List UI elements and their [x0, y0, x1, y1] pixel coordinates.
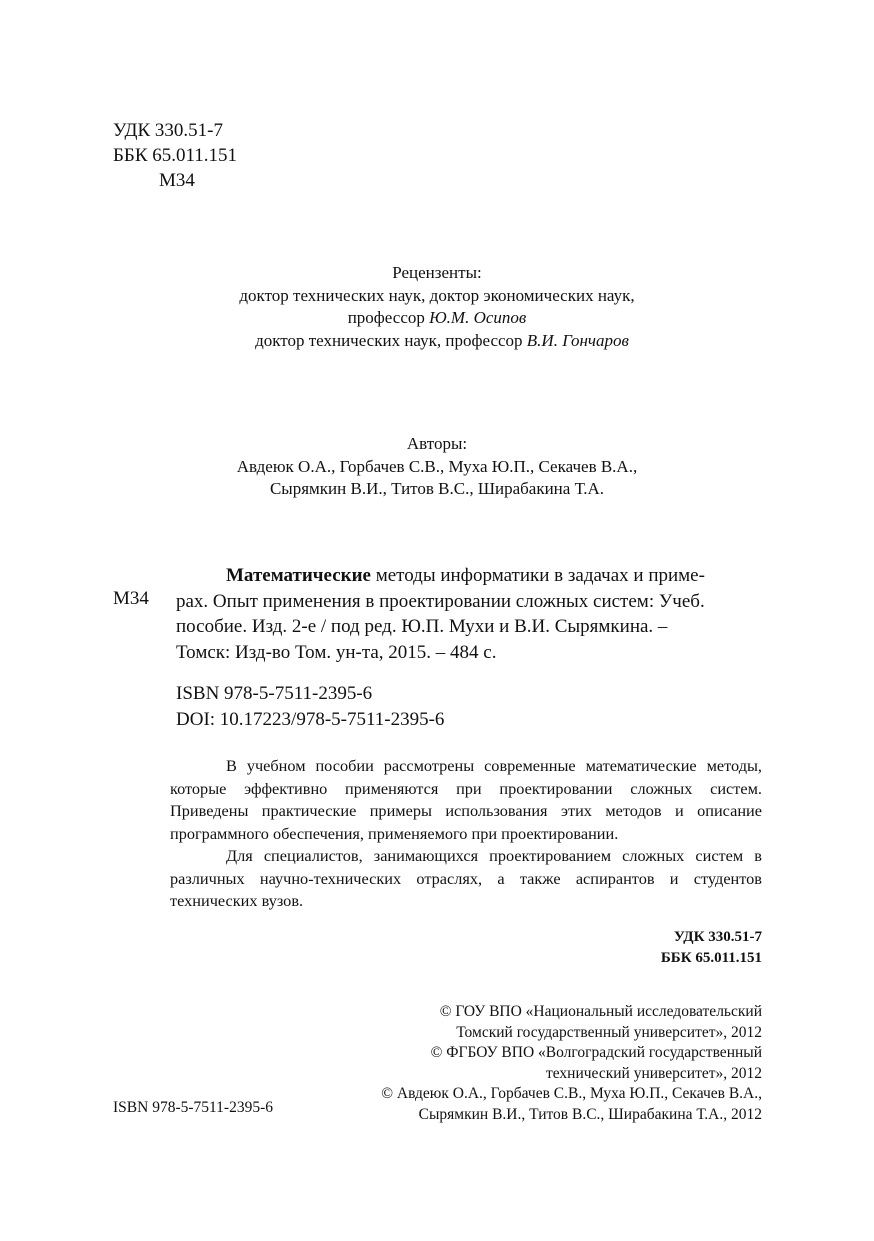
- copyright-line-4: технический университет», 2012: [545, 1064, 762, 1082]
- copyright-line-2: Томский государственный университет», 2012: [456, 1023, 762, 1041]
- isbn-bottom: ISBN 978-5-7511-2395-6: [113, 1099, 274, 1116]
- classification-codes-bottom: [661, 927, 762, 969]
- classification-codes: [113, 118, 237, 193]
- reviewers-heading: Рецензенты:: [392, 263, 482, 282]
- bib-line-3: пособие. Изд. 2-е / под ред. Ю.П. Мухи и В.И. Сырямкина. –: [176, 616, 668, 637]
- authors-block: [0, 433, 874, 501]
- copyright-line-1: © ГОУ ВПО «Национальный исследовательский: [439, 1003, 762, 1020]
- bib-line-4: Томск: Изд-во Том. ун-та, 2015. – 484 с.: [176, 641, 497, 663]
- udk-code: УДК 330.51-7: [113, 120, 223, 141]
- udk-code-bottom: УДК 330.51-7: [673, 929, 762, 945]
- bbk-code: ББК 65.011.151: [113, 145, 238, 166]
- bib-author-mark: М34: [113, 588, 149, 609]
- reviewers-block: [0, 262, 874, 352]
- bib-line-1: [176, 563, 756, 589]
- authors-line-2: Сырямкин В.И., Титов В.С., Ширабакина Т.А.: [269, 479, 605, 498]
- identifiers: [176, 681, 444, 732]
- reviewer-line-2: [0, 307, 874, 330]
- authors-heading: Авторы:: [406, 434, 468, 453]
- bbk-code-bottom: ББК 65.011.151: [660, 950, 762, 966]
- copyright-block: [381, 1002, 762, 1125]
- bibliographic-entry: [176, 563, 756, 665]
- abstract-paragraph-1: В учебном пособии рассмотрены современные математические методы, которые эффективно применяются при проектировании сложных систем. Приведены практические примеры использования этих методов и описание программного обеспечения, применяемого при проектировании.: [170, 756, 762, 843]
- abstract-paragraph-2: Для специалистов, занимающихся проектированием сложных систем в различных научно-технических отраслях, а также аспирантов и студентов технических вузов.: [170, 846, 762, 910]
- isbn: ISBN 978-5-7511-2395-6: [176, 683, 373, 704]
- reviewer-title-2: доктор технических наук, профессор: [255, 330, 527, 350]
- copyright-line-3: © ФГБОУ ВПО «Волгоградский государственный: [430, 1044, 762, 1061]
- reviewer-line-1: доктор технических наук, доктор экономических наук,: [239, 285, 635, 305]
- bib-title-rest: методы информатики в задачах и приме-: [370, 565, 705, 586]
- bib-title-bold: Математические: [226, 565, 371, 586]
- doi: DOI: 10.17223/978-5-7511-2395-6: [176, 708, 445, 730]
- author-mark: М34: [159, 170, 195, 191]
- reviewer-line-3: [5, 330, 874, 353]
- reviewer-name-1: Ю.М. Осипов: [429, 308, 527, 327]
- reviewer-name-2: В.И. Гончаров: [526, 330, 629, 350]
- copyright-line-5: © Авдеюк О.А., Горбачев С.В., Муха Ю.П., Секачев В.А.,: [381, 1085, 762, 1102]
- copyright-line-6: Сырямкин В.И., Титов В.С., Ширабакина Т.А., 2012: [418, 1105, 762, 1123]
- bib-line-2: рах. Опыт применения в проектировании сложных систем: Учеб.: [176, 590, 705, 612]
- abstract: [170, 755, 762, 913]
- reviewer-title: профессор: [347, 308, 430, 327]
- authors-line-1: Авдеюк О.А., Горбачев С.В., Муха Ю.П., Секачев В.А.,: [236, 456, 638, 476]
